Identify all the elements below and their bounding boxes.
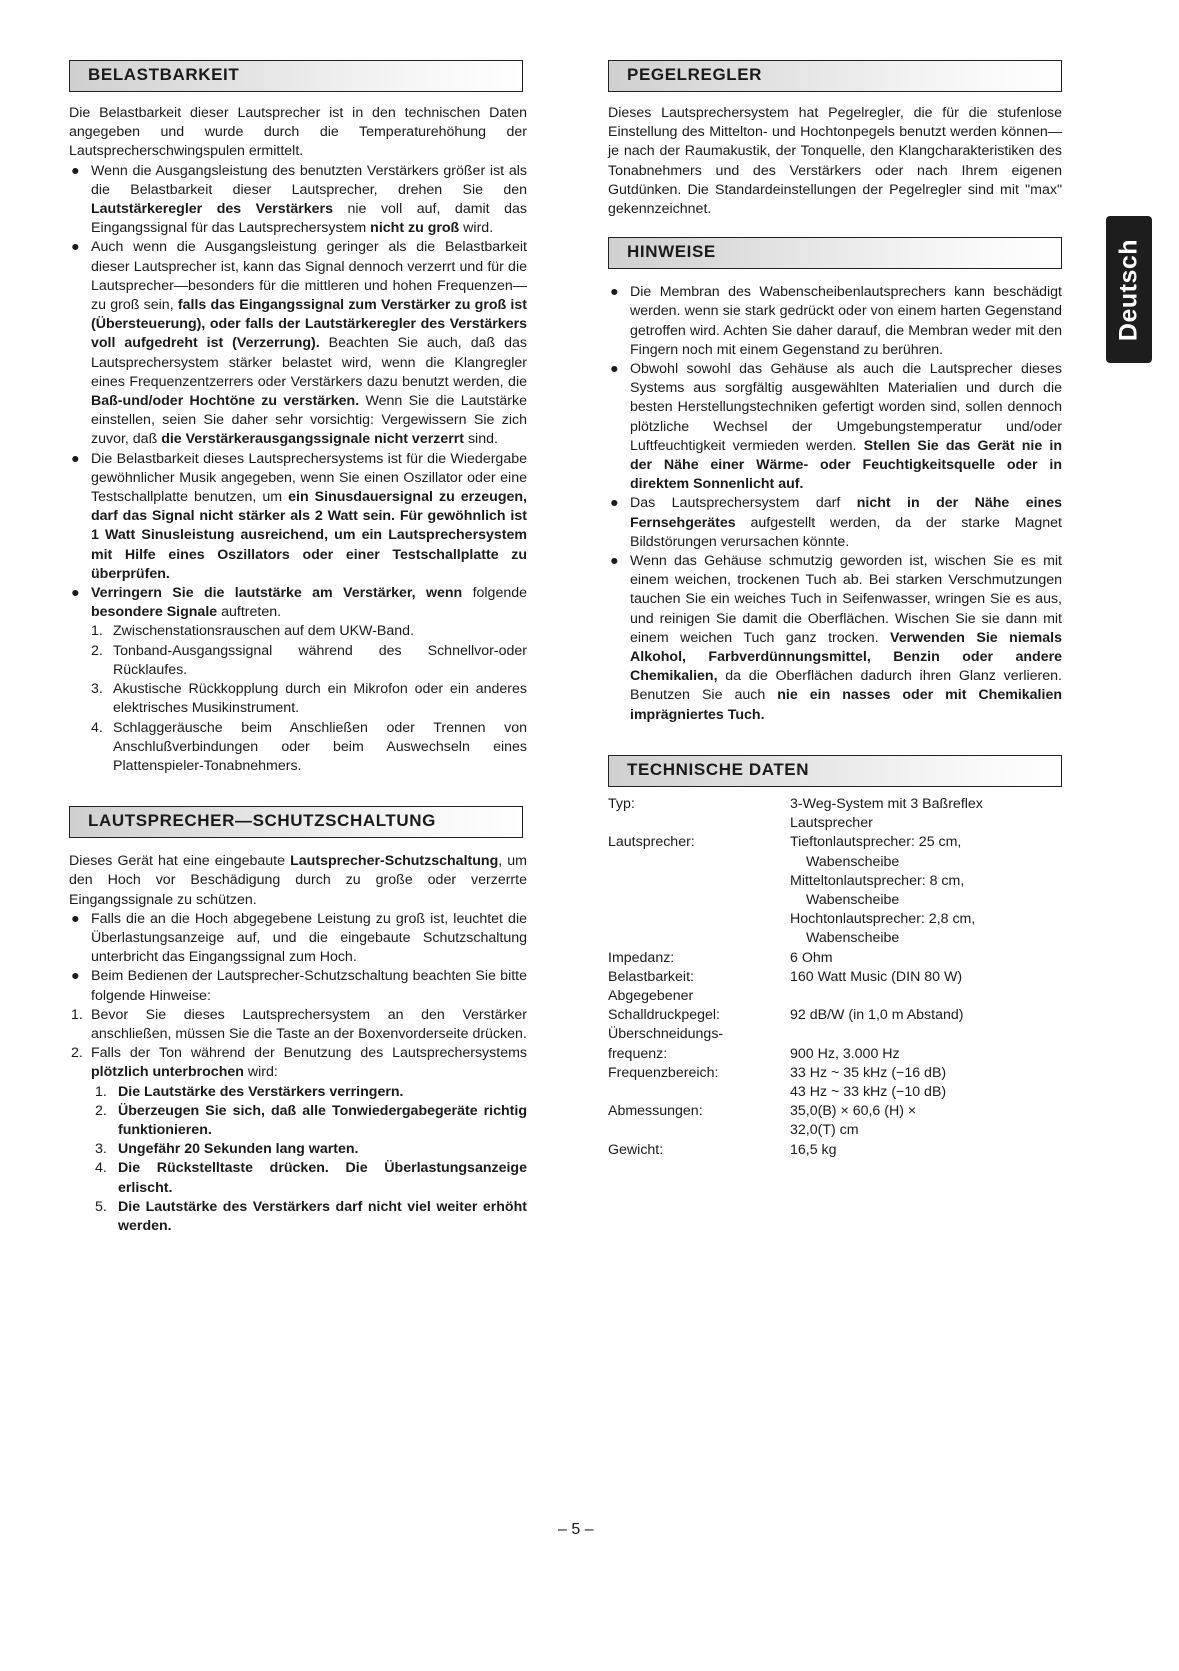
schutz-bullets — [69, 910, 527, 1006]
belastbarkeit-bullet-3: ● Die Belastbarkeit dieses Lautsprechersystems ist für die Wiedergabe gewöhnlicher Musik angegeben, wenn Sie einen Oszillator oder eine Testschallplatte benutzen, um ein Sinusdauersignal zu erzeugen, darf das Signal nicht stärker als 2 Watt sein. Für gewöhnlich ist 1 Watt Sinusleistung ausreichend, um ein Lautsprechersystem mit Hilfe eines Oszillators oder einer Testschallplatte zu überprüfen. — [71, 450, 527, 582]
language-side-tab — [1106, 216, 1152, 363]
hinweise-bullets — [608, 283, 1062, 725]
right-column — [608, 60, 1062, 1160]
belastbarkeit-bullet-4: ● Verringern Sie die lautstärke am Verstärker, wenn folgende besondere Signale auftreten. 1. Zwischenstationsrauschen auf dem UKW-Band. 2. Tonband-Ausgangssignal während des Schnellvor-oder Rücklaufes. 3. Akustische Rückkopplung durch ein Mikrofon oder ein anderes elektrisches Musikinstrument. 4. Schlaggeräusche beim Anschließen oder Trennen von Anschlußverbindungen oder beim Auswechseln eines Plattenspieler-Tonabnehmers. — [69, 584, 527, 776]
reset-step-3: 3. Ungefähr 20 Sekunden lang warten. — [95, 1141, 359, 1158]
signal-item-1: 1. Zwischenstationsrauschen auf dem UKW-Band. — [91, 623, 414, 640]
bullet-icon: ● — [71, 585, 80, 602]
bullet-icon: ● — [610, 284, 619, 301]
belastbarkeit-intro: Die Belastbarkeit dieser Lautsprecher ist in den technischen Daten angegeben und wurde durch die Temperaturehöhung der Lautsprecherschwingspulen ermittelt. — [69, 105, 527, 160]
reset-step-2: 2. Überzeugen Sie sich, daß alle Tonwiedergabegeräte richtig funktionieren. — [95, 1102, 527, 1138]
signal-list — [91, 622, 527, 776]
hinweise-bullet-3: ● Das Lautsprechersystem darf nicht in der Nähe eines Fernsehgerätes aufgestellt werden, da der starke Magnet Bildstörungen verursachen könnte. — [610, 495, 1062, 550]
signal-item-2: 2. Tonband-Ausgangssignal während des Schnellvor-oder Rücklaufes. — [91, 642, 527, 678]
bullet-icon: ● — [71, 162, 80, 179]
hinweise-bullet-2: ● Obwohl sowohl das Gehäuse als auch die Lautsprecher dieses Systems aus sorgfältig ausgewählten Materialien und durch die besten Herstellungstechniken gefertigt worden sind, sollen dennoch plötzliche Wechsel der Umgebungstemperatur und/oder Luftfeuchtigkeit vermieden werden. Stellen Sie das Gerät nie in der Nähe einer Wärme- oder Feuchtigkeitsquelle oder in direktem Sonnenlicht auf. — [610, 361, 1062, 493]
schutz-bullet-1: ● Falls die an die Hoch abgegebene Leistung zu groß ist, leuchtet die Überlastungsanzeige auf, und die eingebaute Schutzschaltung unterbricht das Eingangssignal zum Hoch. — [71, 910, 527, 966]
schutz-heading: LAUTSPRECHER—SCHUTZSCHALTUNG — [88, 811, 436, 831]
hinweise-bullet-1: ● Die Membran des Wabenscheibenlautsprechers kann beschädigt werden. wenn sie stark gedrückt oder von einem harten Gegenstand getroffen wird. Achten Sie daher darauf, die Membran weder mit den Fingern noch mit einem Gegenstand zu berühren. — [610, 284, 1062, 358]
schutz-heading-box — [69, 806, 523, 838]
reset-step-1: 1. Die Lautstärke des Verstärkers verringern. — [95, 1083, 404, 1100]
signal-item-4: 4. Schlaggeräusche beim Anschließen oder Trennen von Anschlußverbindungen oder beim Auswechseln eines Plattenspieler-Tonabnehmers. — [91, 719, 527, 774]
pegel-heading: PEGELREGLER — [627, 65, 763, 84]
bullet-icon: ● — [71, 968, 80, 985]
specs-table: Typ: 3-Weg-System mit 3 Baßreflex Lautsprecher Lautsprecher: Tieftonlautsprecher: 25 cm, Wabenscheibe Mitteltonlautsprecher: 8 cm, Wabenscheibe Hochtonlautsprecher: 2,8 cm, Wabenscheibe Impedanz: 6 Ohm Belastbarkeit: 160 Watt Music (DIN 80 W) Abgegebener Schalldruckpegel: 92 dB/W (in 1,0 m Abstand) Überschneidungs- frequenz: 900 Hz, 3.000 Hz Frequenzbereich: 33 Hz ~ 35 kHz (−16 dB) 43 Hz ~ 33 kHz (−10 dB) Abmessungen: 35,0(B) × 60,6 (H) × 32,0(T) cm Gewicht: 16,5 kg — [608, 795, 983, 1158]
technische-heading-box — [608, 755, 1062, 787]
reset-steps — [91, 1083, 527, 1237]
technische-heading: TECHNISCHE DATEN — [627, 759, 810, 779]
bullet-icon: ● — [610, 553, 619, 570]
schutz-item-2: 2. Falls der Ton während der Benutzung des Lautsprechersystems plötzlich unterbrochen wird: 1. Die Lautstärke des Verstärkers verringern. 2. Überzeugen Sie sich, daß alle Tonwiedergabegeräte richtig funktionieren. 3. Ungefähr 20 Sekunden lang warten. 4. Die Rückstelltaste drücken. Die Überlastungsanzeige erlischt. 5. Die Lautstärke des Verstärkers darf nicht viel weiter erhöht werden. — [69, 1044, 527, 1236]
signal-item-3: 3. Akustische Rückkopplung durch ein Mikrofon oder ein anderes elektrisches Musikinstrument. — [91, 681, 527, 717]
schutz-intro: Dieses Gerät hat eine eingebaute Lautsprecher-Schutzschaltung, um den Hoch vor Beschädigung durch zu große oder verzerrte Eingangssignale zu schützen. — [69, 853, 528, 908]
belastbarkeit-heading: BELASTBARKEIT — [88, 65, 240, 84]
bullet-icon: ● — [610, 361, 619, 378]
language-tab-label: Deutsch — [1114, 238, 1143, 341]
left-column — [69, 60, 527, 1236]
page-number: – 5 – — [558, 1521, 594, 1538]
bullet-icon: ● — [71, 910, 80, 927]
reset-step-4: 4. Die Rückstelltaste drücken. Die Überlastungsanzeige erlischt. — [95, 1160, 527, 1196]
belastbarkeit-bullet-1: ● Wenn die Ausgangsleistung des benutzten Verstärkers größer ist als die Belastbarkeit dieser Lautsprecher, drehen Sie den Lautstärkeregler des Verstärkers nie voll auf, damit das Eingangssignal für das Lautsprechersystem nicht zu groß wird. — [71, 162, 528, 237]
belastbarkeit-bullet-2: ● Auch wenn die Ausgangsleistung geringer als die Belastbarkeit dieser Lautsprecher ist, kann das Signal dennoch verzerrt und für die Lautsprecher—besonders für die mittleren und hohen Frequenzen—zu groß sein, falls das Eingangssignal zum Verstärker zu groß ist (Übersteuerung), oder falls der Lautstärkeregler des Verstärkers voll aufgedreht ist (Verzerrung). Beachten Sie auch, daß das Lautsprechersystem stärker belastet wird, wenn die Klangregler eines Frequenzentzerrers oder Verstärkers dazu benutzt werden, die Baß-und/oder Hochtöne zu verstärken. Wenn Sie die Lautstärke einstellen, seien Sie daher sehr vorsichtig: Vergewissern Sie zich zuvor, daß die Verstärkerausgangssignale nicht verzerrt sind. — [71, 239, 527, 448]
schutz-bullet-2: ● Beim Bedienen der Lautsprecher-Schutzschaltung beachten Sie bitte folgende Hinweise: — [71, 968, 527, 1004]
pegel-text: Dieses Lautsprechersystem hat Pegelregler, die für die stufenlose Einstellung des Mittelton- und Hochtonpegels benutzt werden können—je nach der Raumakustik, der Tonquelle, den Klangcharakteristiken des Tonabnehmers und des Verstärkers oder nach Ihrem eigenen Gutdünken. Die Standardeinstellungen der Pegelregler sind mit "max" gekennzeichnet. — [608, 105, 1062, 218]
schutz-numbered-list — [69, 1006, 527, 1236]
hinweise-heading-box — [608, 237, 1062, 269]
hinweise-heading: HINWEISE — [627, 242, 716, 262]
belastbarkeit-heading-box — [69, 60, 523, 92]
bullet-icon: ● — [71, 450, 80, 467]
pegel-heading-box — [608, 60, 1062, 92]
hinweise-bullet-4: ● Wenn das Gehäuse schmutzig geworden ist, wischen Sie es mit einem weichen, trockenen Tuch ab. Bei starken Verschmutzungen tauchen Sie ein weiches Tuch in Seifenwasser, wringen Sie es aus, und reinigen Sie damit die Oberflächen. Wischen Sie sie dann mit einem weichen Tuch ganz trocken. Verwenden Sie niemals Alkohol, Farbverdünnungsmittel, Benzin oder andere Chemikalien, da die Oberflächen dadurch ihren Glanz verlieren. Benutzen Sie auch nie ein nasses oder mit Chemikalien imprägniertes Tuch. — [610, 553, 1063, 723]
bullet-icon: ● — [610, 495, 619, 512]
schutz-item-1: 1. Bevor Sie dieses Lautsprechersystem an den Verstärker anschließen, müssen Sie die Taste an der Boxenvorderseite drücken. — [71, 1006, 527, 1042]
belastbarkeit-bullets — [69, 162, 527, 777]
bullet-icon: ● — [71, 239, 80, 256]
reset-step-5: 5. Die Lautstärke des Verstärkers darf nicht viel weiter erhöht werden. — [95, 1198, 527, 1234]
